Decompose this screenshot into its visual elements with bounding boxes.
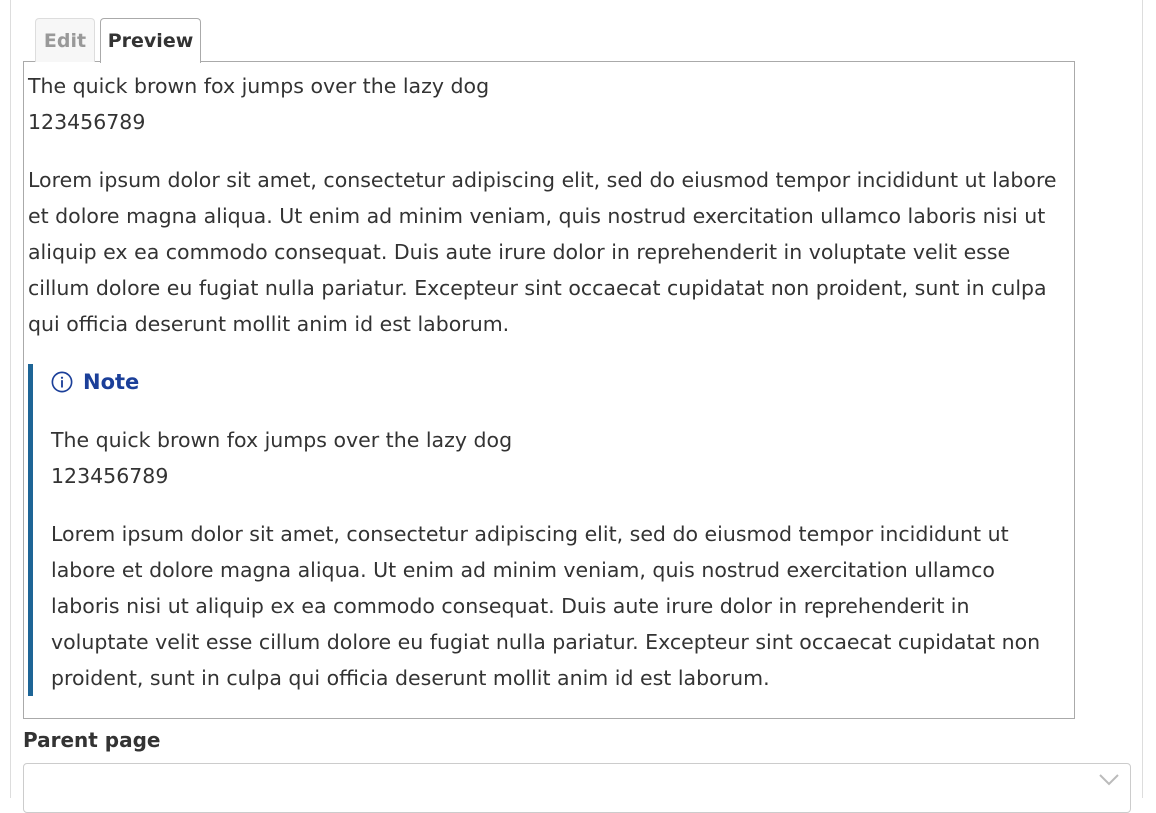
- preview-panel: [23, 61, 1075, 719]
- tab-preview-label: Preview: [107, 30, 194, 52]
- note-line-2: 123456789: [51, 464, 169, 488]
- note-callout: [28, 364, 1070, 696]
- preview-paragraph: Lorem ipsum dolor sit amet, consectetur adipiscing elit, sed do eiusmod tempor incididunt ut labore et dolore magna aliqua. Ut enim ad minim veniam, quis nostrud exercitation ullamco laboris nisi ut aliquip ex ea commodo consequat. Duis aute irure dolor in reprehenderit in voluptate velit esse cillum dolore eu fugiat nulla pariatur. Excepteur sint occaecat cupidatat non proident, sunt in culpa qui officia deserunt mollit anim id est laborum.: [28, 168, 1057, 336]
- note-line-1: The quick brown fox jumps over the lazy dog: [51, 428, 513, 452]
- note-title: Note: [83, 370, 140, 394]
- chevron-down-icon: [1098, 773, 1120, 787]
- note-header: [51, 364, 1070, 400]
- tab-edit-label: Edit: [43, 29, 87, 52]
- tab-preview[interactable]: [100, 18, 201, 63]
- parent-page-select[interactable]: [23, 763, 1131, 813]
- editor-tabs: [35, 18, 201, 62]
- preview-line-2: 123456789: [28, 110, 146, 134]
- note-intro: [51, 422, 1070, 494]
- note-paragraph: Lorem ipsum dolor sit amet, consectetur adipiscing elit, sed do eiusmod tempor incididunt ut labore et dolore magna aliqua. Ut enim ad minim veniam, quis nostrud exercitation ullamco laboris nisi ut aliquip ex ea commodo consequat. Duis aute irure dolor in reprehenderit in voluptate velit esse cillum dolore eu fugiat nulla pariatur. Excepteur sint occaecat cupidatat non proident, sunt in culpa qui officia deserunt mollit anim id est laborum.: [51, 522, 1041, 690]
- info-icon: [51, 371, 73, 393]
- preview-intro: [28, 68, 1070, 140]
- tab-edit[interactable]: [35, 18, 95, 62]
- preview-line-1: The quick brown fox jumps over the lazy dog: [28, 74, 490, 98]
- parent-page-label: Parent page: [23, 728, 161, 752]
